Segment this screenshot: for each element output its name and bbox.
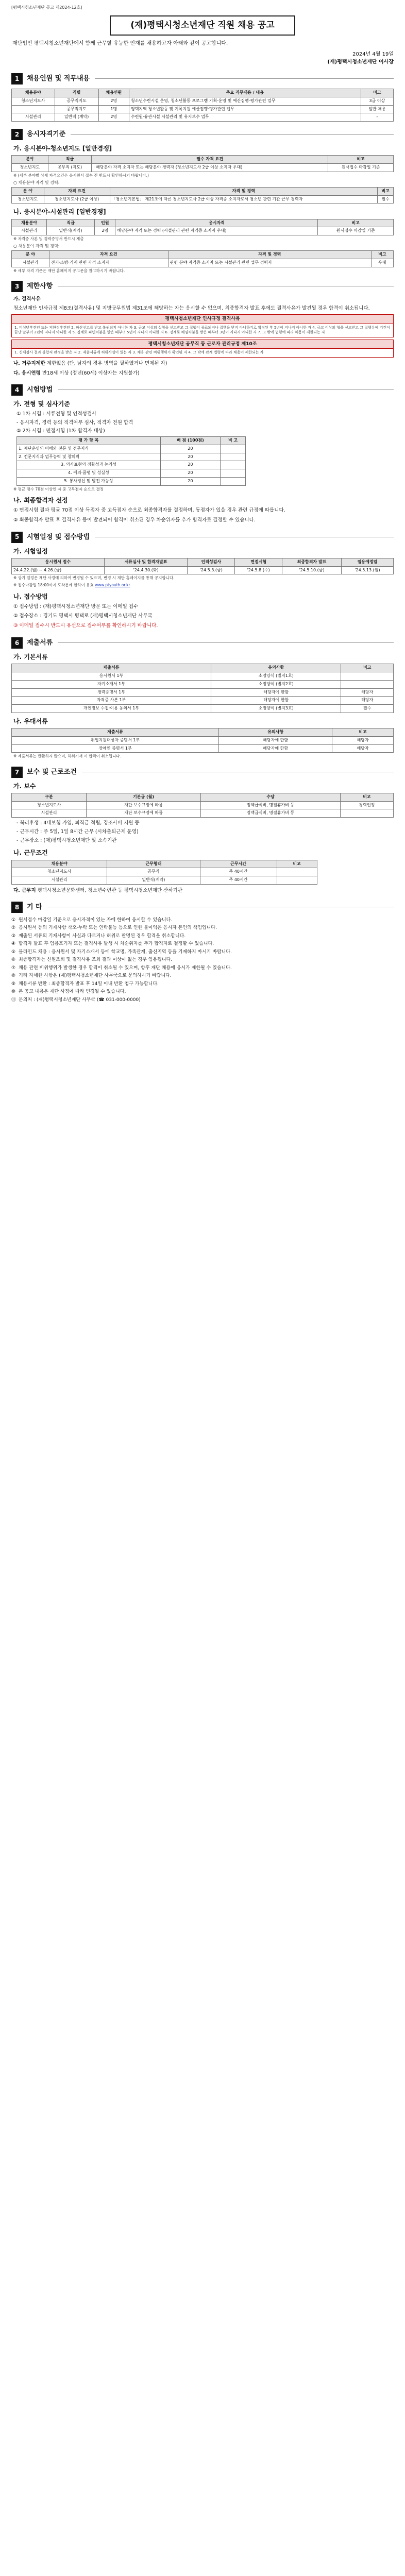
table-cell	[340, 809, 393, 818]
signer: (재)평택시청소년재단 이사장	[327, 59, 394, 65]
table-cell: 3. 의사표현의 정확성과 논리성	[17, 461, 161, 469]
column-header: 임용예정일	[341, 558, 393, 566]
section-number: 8	[11, 902, 23, 913]
table-cell: 주 40시간	[200, 868, 277, 876]
column-header: 자격 및 경력	[110, 187, 378, 195]
table-cell: '24.5.13.(월)	[341, 566, 393, 574]
section-title: 기 타	[27, 903, 42, 911]
etc-item	[11, 973, 394, 980]
qualification-table-facility	[11, 219, 394, 236]
table-cell: 경력증명서 1부	[12, 688, 211, 697]
table-row	[12, 688, 394, 697]
column-header: 배 점 (100점)	[160, 437, 220, 445]
subsection-title: 가. 전형 및 심사기준	[13, 400, 70, 408]
column-header: 근무형태	[107, 860, 200, 868]
table-row	[12, 876, 317, 885]
table-cell	[221, 453, 246, 461]
table-cell: 우대	[371, 259, 393, 267]
table-cell: 개인정보 수집·이용 동의서 1부	[12, 705, 211, 713]
table-cell: 일반직(계약)	[47, 227, 95, 235]
mini-label: ○ 채용분야 자격 및 경력:	[13, 244, 60, 249]
table-cell: 공무직	[107, 868, 200, 876]
table-cell	[221, 478, 246, 486]
section-title: 제출서류	[27, 639, 53, 647]
section-header-2	[11, 129, 394, 140]
table-cell: 청소년지도사	[12, 97, 55, 105]
section-header-8	[11, 902, 394, 913]
section-title: 채용인원 및 직무내용	[27, 75, 90, 83]
section-header-7	[11, 767, 394, 778]
table-row	[17, 461, 246, 469]
table-row	[12, 259, 394, 267]
section-number: 4	[11, 384, 23, 396]
table-cell: 해당자에 한함	[219, 744, 332, 753]
etc-text: 문의처 : (재)평택시청소년재단 사무국 (☎ 031-000-0000)	[19, 997, 141, 1003]
column-header: 주요 직무내용 / 내용	[129, 89, 361, 97]
section-header-6	[11, 637, 394, 649]
box-body: 1. 신체검사 결과 불합격 판정을 받은 자 2. 제출서류에 허위사실이 있는 자 3. 채용 관련 비위행위가 확인된 자 4. 그 밖에 관계 법령에 따라 채용이 제한되는 자	[14, 350, 264, 355]
table-row	[12, 164, 394, 172]
announcement-date: 2024년 4월 19일	[352, 51, 394, 57]
circle-number-icon: ④	[11, 941, 16, 947]
etc-item	[11, 933, 394, 940]
table-cell	[341, 672, 394, 680]
exam-step-2: ② 2차 시험 : 면접시험 (1차 합격자 대상)	[16, 428, 105, 434]
table-cell: · 해당분야 자격 소지자 또는 해당분야 경력자 (청소년지도사 2급 이상 소지자 우대)	[92, 164, 328, 172]
table-cell	[277, 868, 317, 876]
exam-step-1-detail: - 응시자격, 경력 등의 적격여부 심사, 적격자 전원 합격	[16, 419, 133, 426]
announcement-number: [평택시청소년재단 공고 제2024-12호]	[11, 5, 82, 10]
table-cell: 청소년지도사 (2급 이상)	[44, 195, 110, 204]
value: 제한없음 (단, 남자의 경우 병역을 필하였거나 면제된 자)	[47, 361, 167, 367]
exam-step-1: ① 1차 시험 : 서류전형 및 인적성검사	[16, 411, 97, 417]
etc-list	[11, 917, 394, 1004]
qualification-table-youth	[11, 155, 394, 172]
table-cell: 해당자에 한함	[219, 736, 332, 744]
table-cell: 3급 이상	[361, 97, 393, 105]
table-cell: 시설관리	[12, 876, 107, 885]
note: ※ 제출서류는 반환하지 않으며, 허위기재 시 합격이 취소됩니다.	[13, 754, 121, 759]
table-cell: 20	[160, 469, 220, 478]
circle-number-icon: ①	[11, 917, 16, 923]
disqualification-box-2	[11, 340, 394, 358]
etc-text: 최종합격자는 신원조회 및 결격사유 조회 결과 이상이 없는 경우 임용됩니다.	[19, 957, 173, 963]
column-header: 채용분야	[12, 89, 55, 97]
section-number: 5	[11, 532, 23, 543]
table-cell: 20	[160, 461, 220, 469]
table-row	[12, 736, 394, 744]
table-row	[12, 705, 394, 713]
basic-documents-table	[11, 664, 394, 713]
column-header: 비고	[328, 156, 394, 164]
column-header: 자격 요건	[49, 251, 168, 259]
benefit-item: - 근무장소 : (재)평택시청소년재단 및 소속기관	[16, 837, 117, 843]
column-header: 채용분야	[12, 860, 107, 868]
etc-text: 블라인드 채용 : 응시원서 및 자기소개서 등에 학교명, 가족관계, 출신지역 등을 기재하지 마시기 바랍니다.	[19, 949, 232, 955]
apply-place: ② 접수장소 : 경기도 평택시 평택로 (재)평택시청소년재단 사무국	[13, 613, 153, 619]
value: 만18세 이상 (정년(60세) 이상자는 지원불가)	[42, 370, 140, 376]
work-conditions-table	[11, 860, 317, 885]
column-header: 최종합격자 발표	[282, 558, 342, 566]
table-cell: '24.5.10.(금)	[282, 566, 342, 574]
etc-text: 채용서류 반환 : 최종합격자 발표 후 14일 이내 반환 청구 가능합니다.	[19, 981, 159, 987]
table-cell	[221, 469, 246, 478]
table-cell: 시설관리	[12, 113, 55, 122]
table-cell: 2명	[95, 227, 115, 235]
table-row	[17, 478, 246, 486]
circle-number-icon: ⑤	[11, 949, 16, 955]
divider	[95, 78, 394, 79]
circle-number-icon: ⑦	[11, 965, 16, 971]
table-row	[12, 868, 317, 876]
column-header: 구분	[12, 793, 87, 801]
final-selection-2: ② 최종합격자 발표 후 결격사유 등이 발견되어 합격이 취소된 경우 차순위자를 추가 합격자로 결정할 수 있습니다.	[13, 517, 256, 523]
section-title: 제한사항	[27, 282, 53, 291]
table-cell	[277, 876, 317, 885]
table-cell: 해당자에 한함	[211, 688, 341, 697]
column-header: 채용분야	[12, 219, 47, 227]
column-header: 평 가 항 목	[17, 437, 161, 445]
column-header: 직급	[47, 219, 95, 227]
section-header-1	[11, 73, 394, 84]
subsection-title: 나. 접수방법	[13, 592, 48, 600]
column-header: 응시원서 접수	[12, 558, 105, 566]
residence-restriction	[13, 361, 394, 367]
preference-documents-table	[11, 728, 394, 753]
section-number: 3	[11, 281, 23, 292]
table-cell: 원서접수 마감일 기준	[328, 164, 394, 172]
circle-number-icon: ②	[11, 925, 16, 931]
section-title: 시험일정 및 접수방법	[27, 533, 90, 541]
note: ※ 자격증 사본 및 경력증명서 반드시 제출	[13, 236, 84, 242]
note: ※ 평균 점수 70점 이상인 자 중 고득점자 순으로 결정	[13, 486, 104, 492]
etc-item	[11, 949, 394, 956]
column-header: 직급	[48, 156, 91, 164]
section-number: 1	[11, 73, 23, 84]
column-header: 제출서류	[12, 664, 211, 672]
column-header: 분 야	[12, 251, 49, 259]
label: 가. 결격사유	[13, 296, 41, 302]
table-cell: 1. 재단운영의 이해와 전문 및 전문지식	[17, 445, 161, 453]
mini-label: ○ 채용분야 자격 및 경력:	[13, 180, 60, 185]
section-number: 2	[11, 129, 23, 140]
etc-item	[11, 965, 394, 972]
disqualification-text: 청소년재단 인사규정 제8조(결격사유) 및 지방공무원법 제31조에 해당하는 자는 응시할 수 없으며, 최종합격자 발표 후에도 결격사유가 발견될 경우 합격이 취소됩니다.	[13, 305, 370, 311]
etc-item	[11, 957, 394, 964]
column-header: 인원	[95, 219, 115, 227]
table-cell: 해당자	[341, 688, 394, 697]
subsection-title: 가. 기본서류	[13, 653, 48, 660]
table-row	[12, 744, 394, 753]
table-cell: 소정양식 (별지1호)	[211, 672, 341, 680]
column-header: 응시자격	[115, 219, 318, 227]
table-cell: 「청소년기본법」 제21조에 따른 청소년지도사 2급 이상 자격증 소지자로서 청소년 관련 기관 근무 경력자	[110, 195, 378, 204]
salary-table	[11, 793, 394, 818]
table-row	[12, 697, 394, 705]
apply-warning: ③ 이메일 접수시 반드시 유선으로 접수여부를 확인하시기 바랍니다.	[13, 623, 158, 629]
value: 평택시청소년문화센터, 청소년수련관 등 평택시청소년재단 산하기관	[37, 887, 182, 893]
table-cell: 재단 보수규정에 따름	[87, 809, 201, 818]
table-cell	[12, 105, 55, 113]
table-row	[12, 195, 394, 204]
circle-number-icon: ⑨	[11, 981, 16, 987]
table-row	[12, 801, 394, 809]
column-header: 비고	[378, 187, 394, 195]
table-cell: 20	[160, 453, 220, 461]
subsection-title: 나. 응시분야-시설관리 [일반경쟁]	[13, 208, 106, 216]
table-cell: 2명	[98, 97, 129, 105]
table-row	[12, 105, 394, 113]
label: 다. 근무지	[13, 887, 36, 893]
subsection-title: 나. 근무조건	[13, 849, 48, 857]
intro-text: 재단법인 평택시청소년재단에서 함께 근무할 유능한 인재를 채용하고자 아래와 같이 공고합니다.	[12, 40, 228, 46]
column-header: 인적성검사	[188, 558, 235, 566]
table-cell: 1명	[98, 105, 129, 113]
table-cell: 청소년지도사	[12, 868, 107, 876]
disqualification-box	[11, 314, 394, 337]
section-title: 보수 및 근로조건	[27, 768, 77, 776]
table-cell: 자기소개서 1부	[12, 680, 211, 688]
benefit-item: - 근무시간 : 주 5일, 1일 8시간 근무 (시차출퇴근제 운영)	[16, 828, 139, 835]
column-header: 비고	[318, 219, 394, 227]
section-title: 시험방법	[27, 385, 53, 394]
box-title: 평택시청소년재단 공무직 등 근로자 관리규정 제10조	[12, 340, 393, 349]
table-cell: 응시원서 1부	[12, 672, 211, 680]
etc-item	[11, 917, 394, 924]
column-header: 근무시간	[200, 860, 277, 868]
table-cell: 해당분야 자격 또는 경력 (시설관리 관련 자격증 소지자 우대)	[115, 227, 318, 235]
table-cell: 일반직 (계약)	[55, 113, 98, 122]
table-cell: 청소년수련시설 운영, 청소년활동 프로그램 기획·운영 및 예산집행·평가관련 업무	[129, 97, 361, 105]
table-cell: '24.5.8.(수)	[235, 566, 282, 574]
box-body: 1. 피성년후견인 또는 피한정후견인 2. 파산선고를 받고 복권되지 아니한 자 3. 금고 이상의 실형을 선고받고 그 집행이 종료되거나 집행을 받지 아니하기로 확정된 후 5년이 지나지 아니한 자 4. 금고 이상의 형을 선고받고 그 집행유예 기간이 끝난 날부터 2년이 지나지 아니한 자 5. 징계로 파면처분을 받은 때부터 5년이 지나지 아니한 자 6. 징계로 해임처분을 받은 때부터 3년이 지나지 아니한 자 7. 그 밖에 법령에 따라 채용이 제한되는 자	[14, 325, 390, 335]
section-number: 6	[11, 637, 23, 649]
box-title: 평택시청소년재단 인사규정 결격사유	[12, 315, 393, 324]
table-cell: 필수	[341, 705, 394, 713]
table-cell: 주 40시간	[200, 876, 277, 885]
table-cell	[221, 461, 246, 469]
table-cell: 일반 채용	[361, 105, 393, 113]
table-cell: 전기·소방·기계 관련 자격 소지자	[49, 259, 168, 267]
recruitment-table	[11, 89, 394, 122]
note-text: ※ 접수마감일 18:00까지 도착분에 한하여 유효	[13, 583, 94, 588]
table-cell: '24.5.3.(금)	[188, 566, 235, 574]
note: ※ (세부 분야별 상세 자격요건은 응시원서 접수 전 반드시 확인하시기 바랍니다.)	[13, 173, 149, 178]
column-header: 면접시험	[235, 558, 282, 566]
table-cell	[221, 445, 246, 453]
table-cell: 자격증 사본 1부	[12, 697, 211, 705]
subsection-title: 가. 응시분야-청소년지도 [일반경쟁]	[13, 145, 112, 152]
schedule-table	[11, 558, 394, 575]
table-cell: 공무직지도	[55, 105, 98, 113]
table-row	[12, 97, 394, 105]
column-header: 직렬	[55, 89, 98, 97]
etc-text: 원서접수 마감일 기준으로 응시자격이 있는 자에 한하여 응시할 수 있습니다.	[19, 917, 173, 923]
subsection-title: 가. 시험일정	[13, 547, 48, 555]
etc-item	[11, 925, 394, 932]
circle-number-icon: ⑥	[11, 957, 16, 963]
table-cell: 20	[160, 478, 220, 486]
etc-item	[11, 941, 394, 948]
etc-text: 기타 자세한 사항은 (재)평택시청소년재단 사무국으로 문의하시기 바랍니다.	[19, 973, 172, 979]
table-cell: 소정양식 (별지2호)	[211, 680, 341, 688]
column-header: 유의사항	[211, 664, 341, 672]
etc-item	[11, 981, 394, 988]
disqualification-heading	[13, 296, 394, 303]
table-cell: 5. 봉사정신 및 발전 가능성	[17, 478, 161, 486]
table-cell: 재단 보수규정에 따름	[87, 801, 201, 809]
table-cell: 청소년지도	[12, 164, 48, 172]
table-cell: 평택지역 청소년활동 및 기록지원 예산집행·평가관련 업무	[129, 105, 361, 113]
table-cell: 취업지원대상자 증명서 1부	[12, 736, 219, 744]
table-cell: 청소년지도	[12, 195, 44, 204]
final-selection-1: ① 면접시험 결과 평균 70점 이상 득점자 중 고득점자 순으로 최종합격자를 결정하며, 동점자가 있을 경우 관련 규정에 따릅니다.	[13, 507, 285, 514]
work-location	[13, 888, 394, 894]
circle-number-icon: ⑪	[11, 997, 16, 1003]
table-cell: 정액급식비, 명절휴가비 등	[201, 809, 341, 818]
section-header-3	[11, 281, 394, 292]
table-row	[12, 809, 394, 818]
table-row	[17, 453, 246, 461]
table-row	[12, 672, 394, 680]
table-cell: 관련 분야 자격증 소지자 또는 시설관리 관련 업무 경력자	[168, 259, 371, 267]
table-cell: 해당자	[332, 736, 394, 744]
circle-number-icon: ③	[11, 933, 16, 939]
page-title: (재)평택시청소년재단 직원 채용 공고	[110, 15, 295, 36]
table-cell: 시설관리	[12, 227, 47, 235]
benefits-list	[11, 820, 394, 844]
table-cell: 해당자에 한함	[211, 697, 341, 705]
table-cell: -	[361, 113, 393, 122]
table-cell: 해당자	[332, 744, 394, 753]
benefit-item: - 복리후생 : 4대보험 가입, 퇴직금 적립, 경조사비 지원 등	[16, 820, 140, 826]
note: ※ 세부 자격 기준은 재단 홈페이지 공고문을 참고하시기 바랍니다.	[13, 268, 125, 273]
section-number: 7	[11, 767, 23, 778]
table-cell: 장애인 증명서 1부	[12, 744, 219, 753]
qualification-detail-table-youth	[11, 187, 394, 204]
column-header: 비고	[340, 793, 393, 801]
column-header: 비 고	[221, 437, 246, 445]
table-cell: 경력인정	[340, 801, 393, 809]
table-cell: 수련원·유관시설 시설관리 및 유지보수 업무	[129, 113, 361, 122]
divider	[71, 134, 394, 135]
table-cell: 공무직지도	[55, 97, 98, 105]
age-restriction	[13, 370, 394, 377]
table-row	[12, 227, 394, 235]
section-header-4	[11, 384, 394, 396]
label: 나. 거주지제한	[13, 361, 45, 367]
table-row	[17, 445, 246, 453]
note: ※ 상기 일정은 재단 사정에 의하여 변경될 수 있으며, 변경 시 재단 홈페이지를 통해 공지합니다.	[13, 575, 175, 581]
table-cell: 2. 전문지식과 업무능력 및 창의력	[17, 453, 161, 461]
column-header: 비고	[332, 728, 394, 737]
column-header: 기본급 (월)	[87, 793, 201, 801]
etc-text: 채용 관련 비위행위가 발생한 경우 합격이 취소될 수 있으며, 향후 재단 채용에 응시가 제한될 수 있습니다.	[19, 965, 232, 971]
subsection-title: 나. 우대서류	[13, 717, 48, 725]
divider	[58, 389, 394, 390]
label: 다. 응시연령	[13, 370, 41, 376]
column-header: 유의사항	[219, 728, 332, 737]
table-cell	[341, 680, 394, 688]
table-cell: 공무직 (지도)	[48, 164, 91, 172]
table-cell: 20	[160, 445, 220, 453]
table-cell: 해당자	[341, 697, 394, 705]
circle-number-icon: ⑩	[11, 989, 16, 995]
section-header-5	[11, 532, 394, 543]
note	[13, 583, 394, 588]
interview-criteria-table	[16, 436, 246, 486]
column-header: 서류심사 및 합격자발표	[104, 558, 187, 566]
circle-number-icon: ⑧	[11, 973, 16, 979]
table-cell: 청소년지도사	[12, 801, 87, 809]
table-cell: '24.4.30.(화)	[104, 566, 187, 574]
table-cell: 원서접수 마감일 기준	[318, 227, 394, 235]
column-header: 비고	[371, 251, 393, 259]
etc-text: 제출된 서류의 기재사항이 사실과 다르거나 허위로 판명된 경우 합격을 취소합니다.	[19, 933, 186, 939]
etc-text: 합격자 발표 후 임용포기자 또는 결격사유 발생 시 차순위자를 추가 합격자로 결정할 수 있습니다.	[19, 941, 214, 947]
column-header: 채용인원	[98, 89, 129, 97]
etc-item	[11, 997, 394, 1004]
table-row	[12, 566, 394, 574]
table-cell: 소정양식 (별지3호)	[211, 705, 341, 713]
table-cell: 24.4.22.(월) ~ 4.26.(금)	[12, 566, 105, 574]
homepage-link[interactable]: www.ptyouth.or.kr	[95, 583, 130, 588]
column-header: 필수 자격 요건	[92, 156, 328, 164]
divider	[58, 642, 394, 643]
table-cell: 필수	[378, 195, 394, 204]
column-header: 비고	[361, 89, 393, 97]
column-header: 자격 요건	[44, 187, 110, 195]
subsection-title: 나. 최종합격자 선정	[13, 496, 68, 504]
table-row	[12, 113, 394, 122]
column-header: 분야	[12, 156, 48, 164]
qualification-detail-table-facility	[11, 250, 394, 267]
column-header: 제출서류	[12, 728, 219, 737]
section-title: 응시자격기준	[27, 130, 66, 139]
job-posting-page	[0, 0, 405, 1015]
subsection-title: 가. 보수	[13, 782, 36, 790]
apply-method: ① 접수방법 : (재)평택시청소년재단 방문 또는 이메일 접수	[13, 603, 139, 609]
table-row	[17, 469, 246, 478]
etc-text: 본 공고 내용은 재단 사정에 따라 변경될 수 있습니다.	[19, 989, 126, 995]
table-cell: 시설관리	[12, 259, 49, 267]
column-header: 분 야	[12, 187, 44, 195]
column-header: 비고	[341, 664, 394, 672]
column-header: 자격 및 경력	[168, 251, 371, 259]
etc-text: 응시원서 등의 기재사항 착오·누락 또는 연락불능 등으로 인한 불이익은 응시자 본인의 책임입니다.	[19, 925, 217, 931]
table-cell: 정액급식비, 명절휴가비 등	[201, 801, 341, 809]
table-cell: 2명	[98, 113, 129, 122]
etc-item	[11, 989, 394, 996]
table-cell: 4. 예의·품행 및 성실성	[17, 469, 161, 478]
table-cell: 시설관리	[12, 809, 87, 818]
column-header: 비고	[277, 860, 317, 868]
column-header: 수당	[201, 793, 341, 801]
table-cell: 일반직(계약)	[107, 876, 200, 885]
table-row	[12, 680, 394, 688]
